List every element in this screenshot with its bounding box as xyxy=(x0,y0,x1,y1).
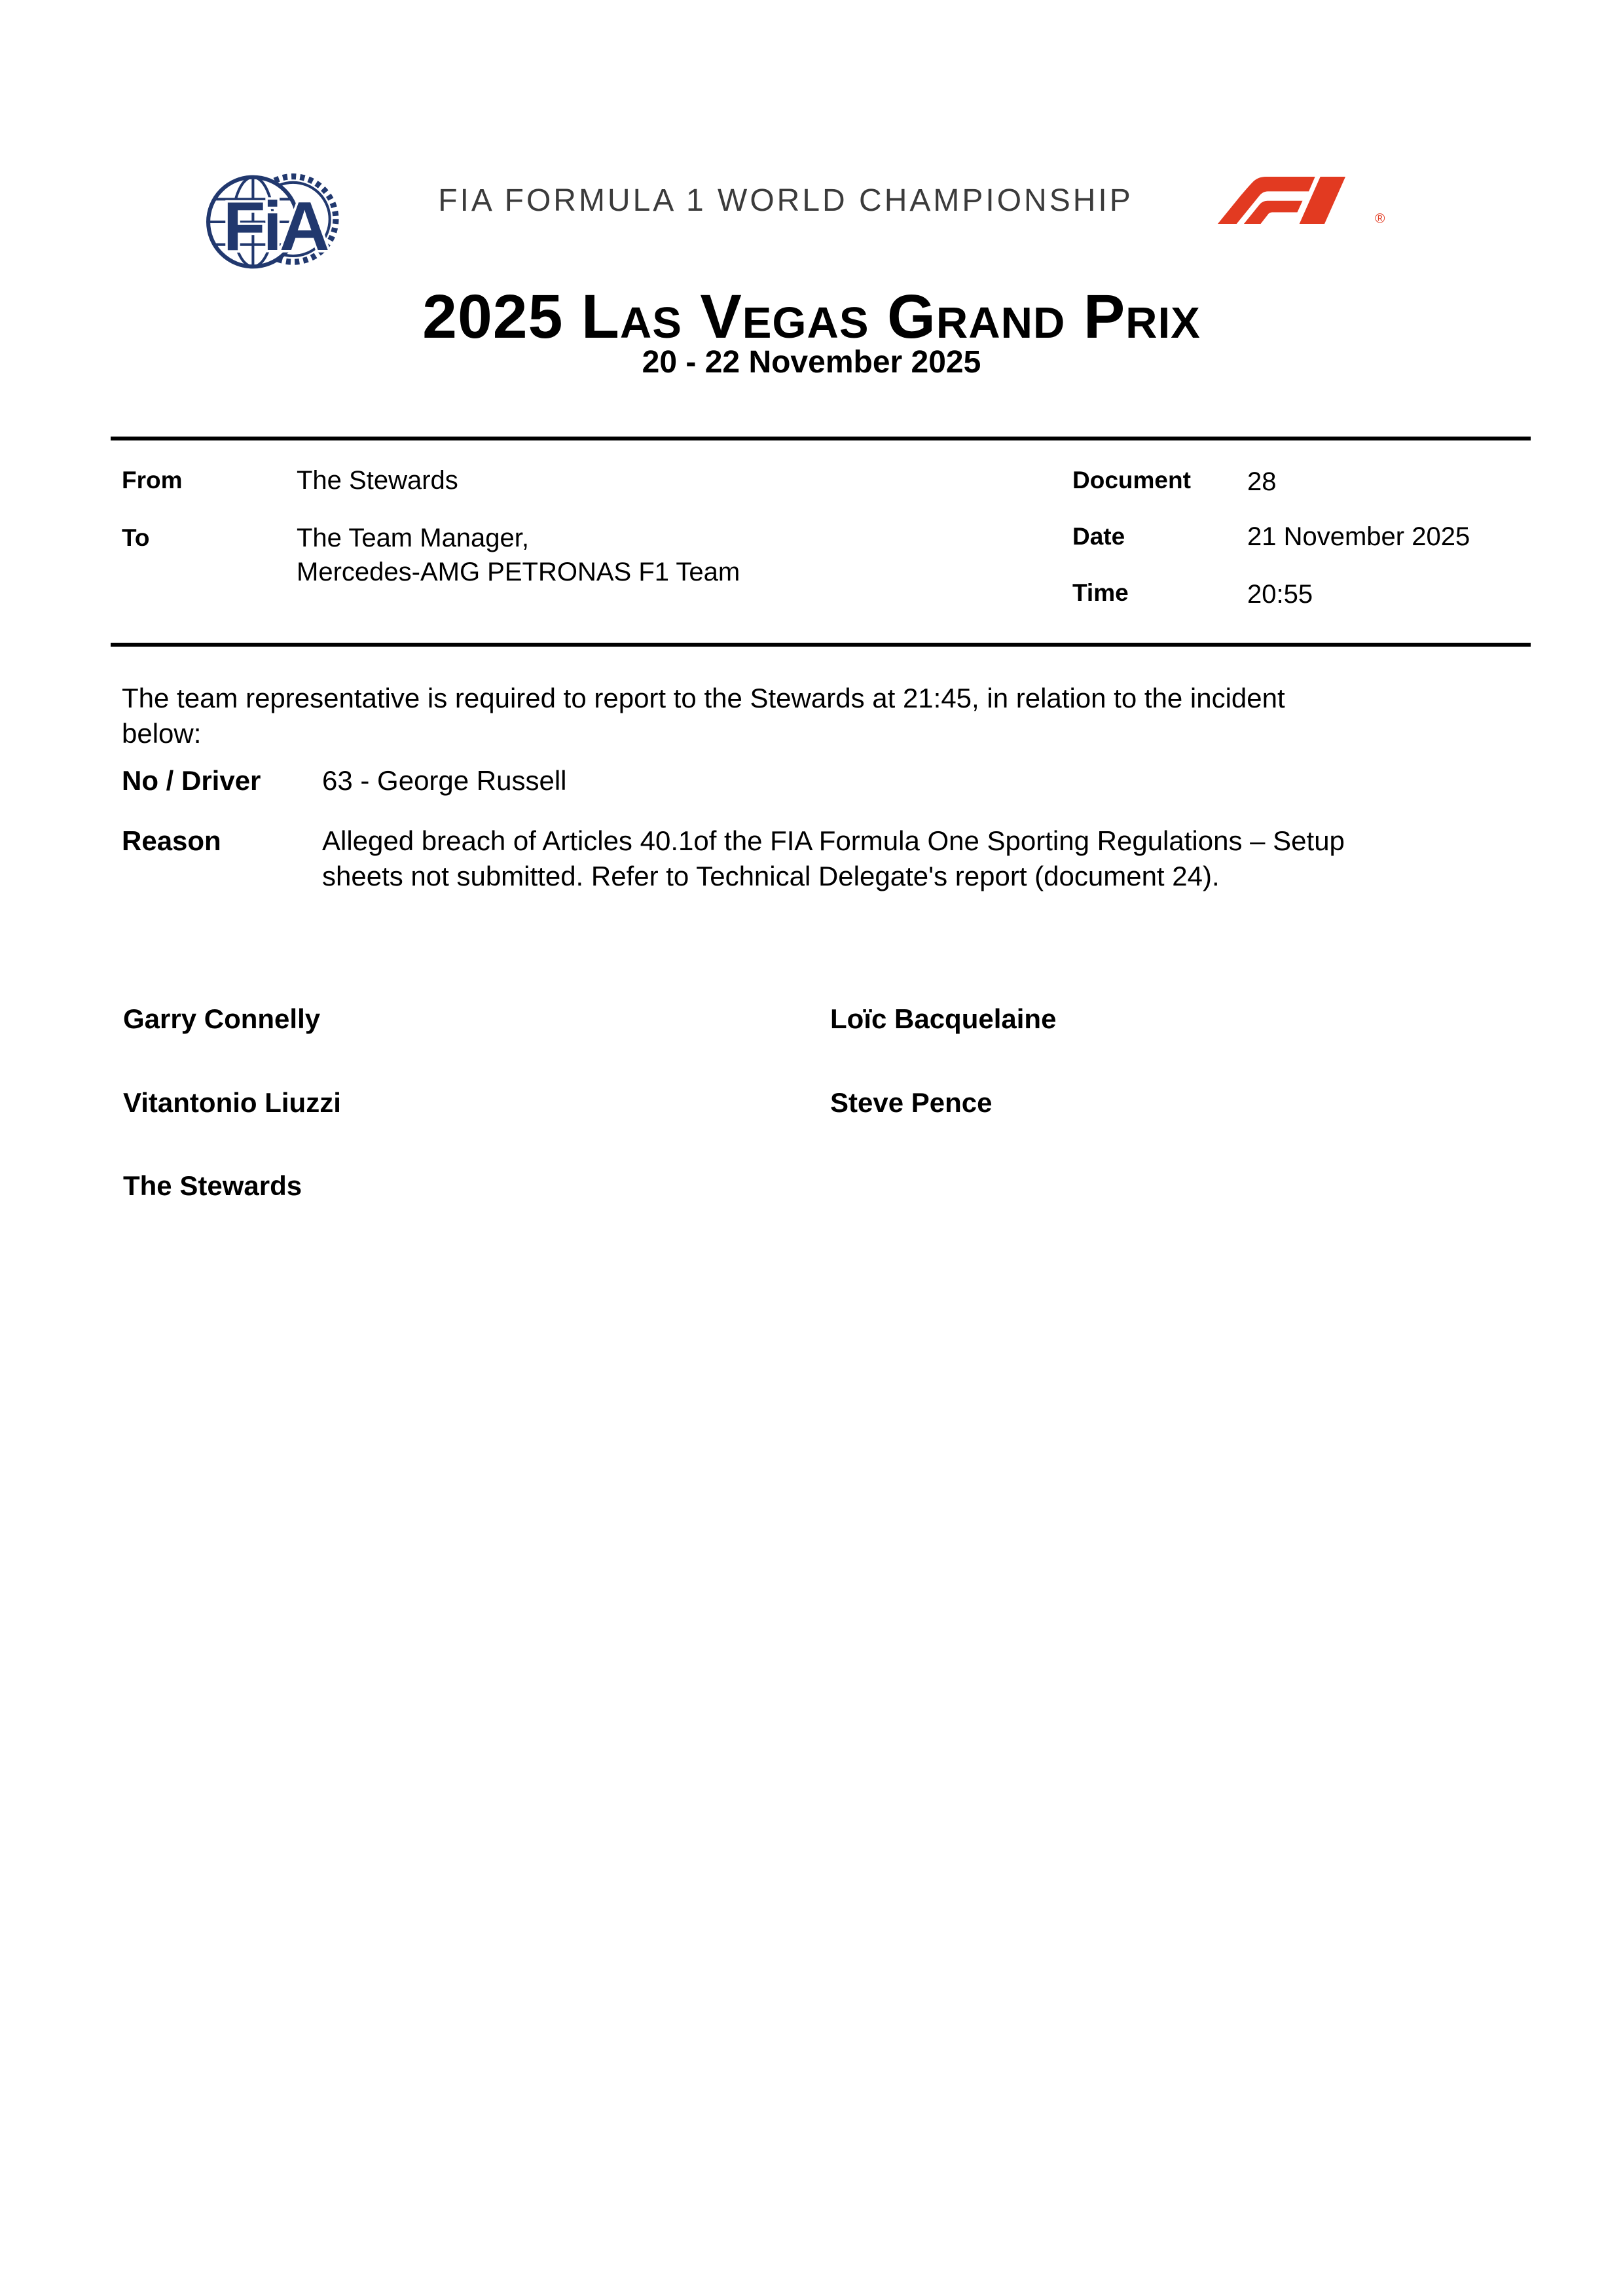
bottom-rule xyxy=(111,643,1531,647)
signature-loic-bacquelaine: Loïc Bacquelaine xyxy=(830,1003,1057,1034)
signature-vitantonio-liuzzi: Vitantonio Liuzzi xyxy=(123,1087,341,1118)
top-rule xyxy=(111,437,1531,440)
reason-line2: sheets not submitted. Refer to Technical Delegate's report (document 24). xyxy=(322,861,1220,891)
f1-registered-mark: ® xyxy=(1375,211,1385,224)
intro-paragraph xyxy=(122,681,1285,751)
to-value-line2: Mercedes-AMG PETRONAS F1 Team xyxy=(297,558,740,586)
document-label: Document xyxy=(1072,467,1191,493)
signature-garry-connelly: Garry Connelly xyxy=(123,1003,321,1034)
reason-line1: Alleged breach of Articles 40.1of the FIA Formula One Sporting Regulations – Setup xyxy=(322,825,1345,856)
date-label: Date xyxy=(1072,523,1125,550)
championship-title: FIA FORMULA 1 WORLD CHAMPIONSHIP xyxy=(438,183,1133,218)
document-value: 28 xyxy=(1247,467,1277,496)
f1-letter-f-top xyxy=(1218,177,1315,224)
stewards-footer: The Stewards xyxy=(123,1170,302,1201)
reason-value xyxy=(322,823,1345,894)
date-value: 21 November 2025 xyxy=(1247,522,1470,551)
to-value xyxy=(297,521,740,589)
from-value: The Stewards xyxy=(297,466,458,495)
fia-logo xyxy=(206,155,340,289)
fia-logo-text: FiA xyxy=(223,187,327,265)
to-label: To xyxy=(122,524,150,551)
f1-letter-f-mid xyxy=(1244,201,1303,224)
f1-logo xyxy=(1218,171,1393,224)
event-dates: 20 - 22 November 2025 xyxy=(642,345,981,380)
no-driver-value: 63 - George Russell xyxy=(322,765,567,796)
intro-line1: The team representative is required to report to the Stewards at 21:45, in relation to the incident xyxy=(122,683,1285,713)
event-title: 2025 Las Vegas Grand Prix xyxy=(422,282,1201,351)
time-label: Time xyxy=(1072,579,1129,606)
intro-line2: below: xyxy=(122,718,202,749)
reason-label: Reason xyxy=(122,825,221,856)
no-driver-label: No / Driver xyxy=(122,765,261,796)
time-value: 20:55 xyxy=(1247,580,1313,609)
to-value-line1: The Team Manager, xyxy=(297,524,530,552)
signature-steve-pence: Steve Pence xyxy=(830,1087,993,1118)
from-label: From xyxy=(122,467,183,493)
